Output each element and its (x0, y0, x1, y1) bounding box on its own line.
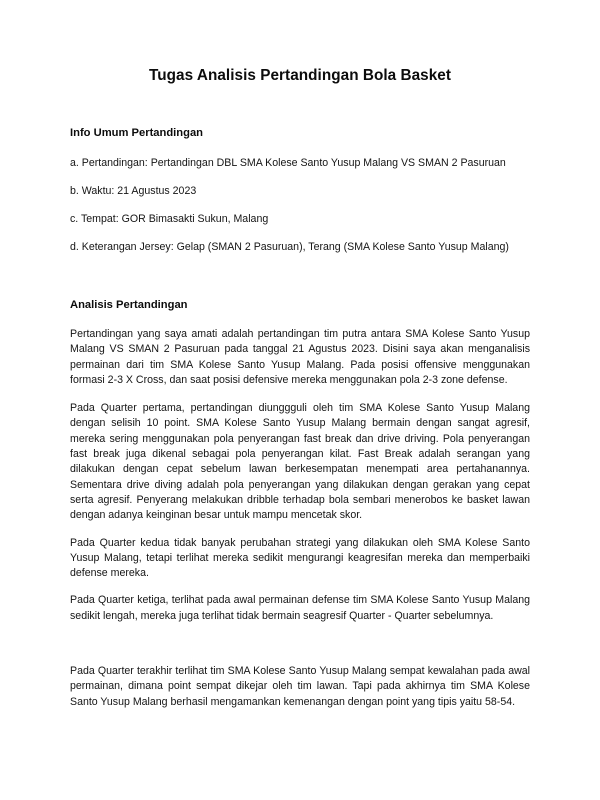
info-item-waktu: b. Waktu: 21 Agustus 2023 (70, 184, 197, 197)
document-content (70, 0, 530, 721)
info-item-keterangan-jersey: d. Keterangan Jersey: Gelap (SMAN 2 Pasuruan), Terang (SMA Kolese Santo Yusup Malang) (70, 241, 509, 254)
info-item-tempat: c. Tempat: GOR Bimasakti Sukun, Malang (70, 213, 269, 226)
info-item-pertandingan: a. Pertandingan: Pertandingan DBL SMA Kolese Santo Yusup Malang VS SMAN 2 Pasuruan (70, 156, 506, 169)
analisis-paragraph-quarter-terakhir: Pada Quarter terakhir terlihat tim SMA Kolese Santo Yusup Malang sempat kewalahan pada awal permainan, dimana point sempat dikejar oleh tim lawan. Tapi pada akhirnya tim SMA Kolese Santo Yusup Malang berhasil mengamankan kemenangan dengan point yang tipis yaitu 58-54. (70, 665, 530, 708)
analisis-paragraph-quarter-pertama: Pada Quarter pertama, pertandingan diunggguli oleh tim SMA Kolese Santo Yusup Malang dengan selisih 10 point. SMA Kolese Santo Yusup Malang bermain dengan sangat agresif, mereka sering menggunakan pola penyerangan fast break dan drive driving. Pola penyerangan fast break juga dikenal sebagai pola penyerangan kilat. Fast Break adalah serangan yang dilakukan dengan cepat sebelum lawan berkesempatan menempati area pertahanannya. Sementara drive diving adalah pola penyerangan yang dilakukan dengan gerakan yang cepat serta agresif. Penyerang melakukan dribble terhadap bola sembari menerobos ke basket lawan dengan adanya keinginan besar untuk mampu mencetak skor. (70, 402, 530, 522)
section-heading-analisis: Analisis Pertandingan (70, 299, 188, 312)
analisis-paragraph-quarter-kedua: Pada Quarter kedua tidak banyak perubahan strategi yang dilakukan oleh SMA Kolese Santo Yusup Malang, tetapi terlihat mereka sedikit mengurangi keagresifan mereka dan memperbaiki defense mereka. (70, 536, 530, 580)
analisis-paragraph-intro: Pertandingan yang saya amati adalah pertandingan tim putra antara SMA Kolese Santo Yusup Malang VS SMAN 2 Pasuruan pada tanggal 21 Agustus 2023. Disini saya akan menganalisis permainan dari tim SMA Kolese Santo Yusup Malang. Pada posisi offensive menggunakan formasi 2-3 X Cross, dan saat posisi defensive mereka menggunakan pola 2-3 zone defense. (70, 327, 530, 386)
analisis-paragraph-quarter-ketiga: Pada Quarter ketiga, terlihat pada awal permainan defense tim SMA Kolese Santo Yusup Malang sedikit lengah, mereka juga terlihat tidak bermain seagresif Quarter - Quarter sebelumnya. (70, 594, 530, 622)
page-title: Tugas Analisis Pertandingan Bola Basket (148, 67, 452, 84)
section-heading-info-umum: Info Umum Pertandingan (70, 127, 204, 140)
